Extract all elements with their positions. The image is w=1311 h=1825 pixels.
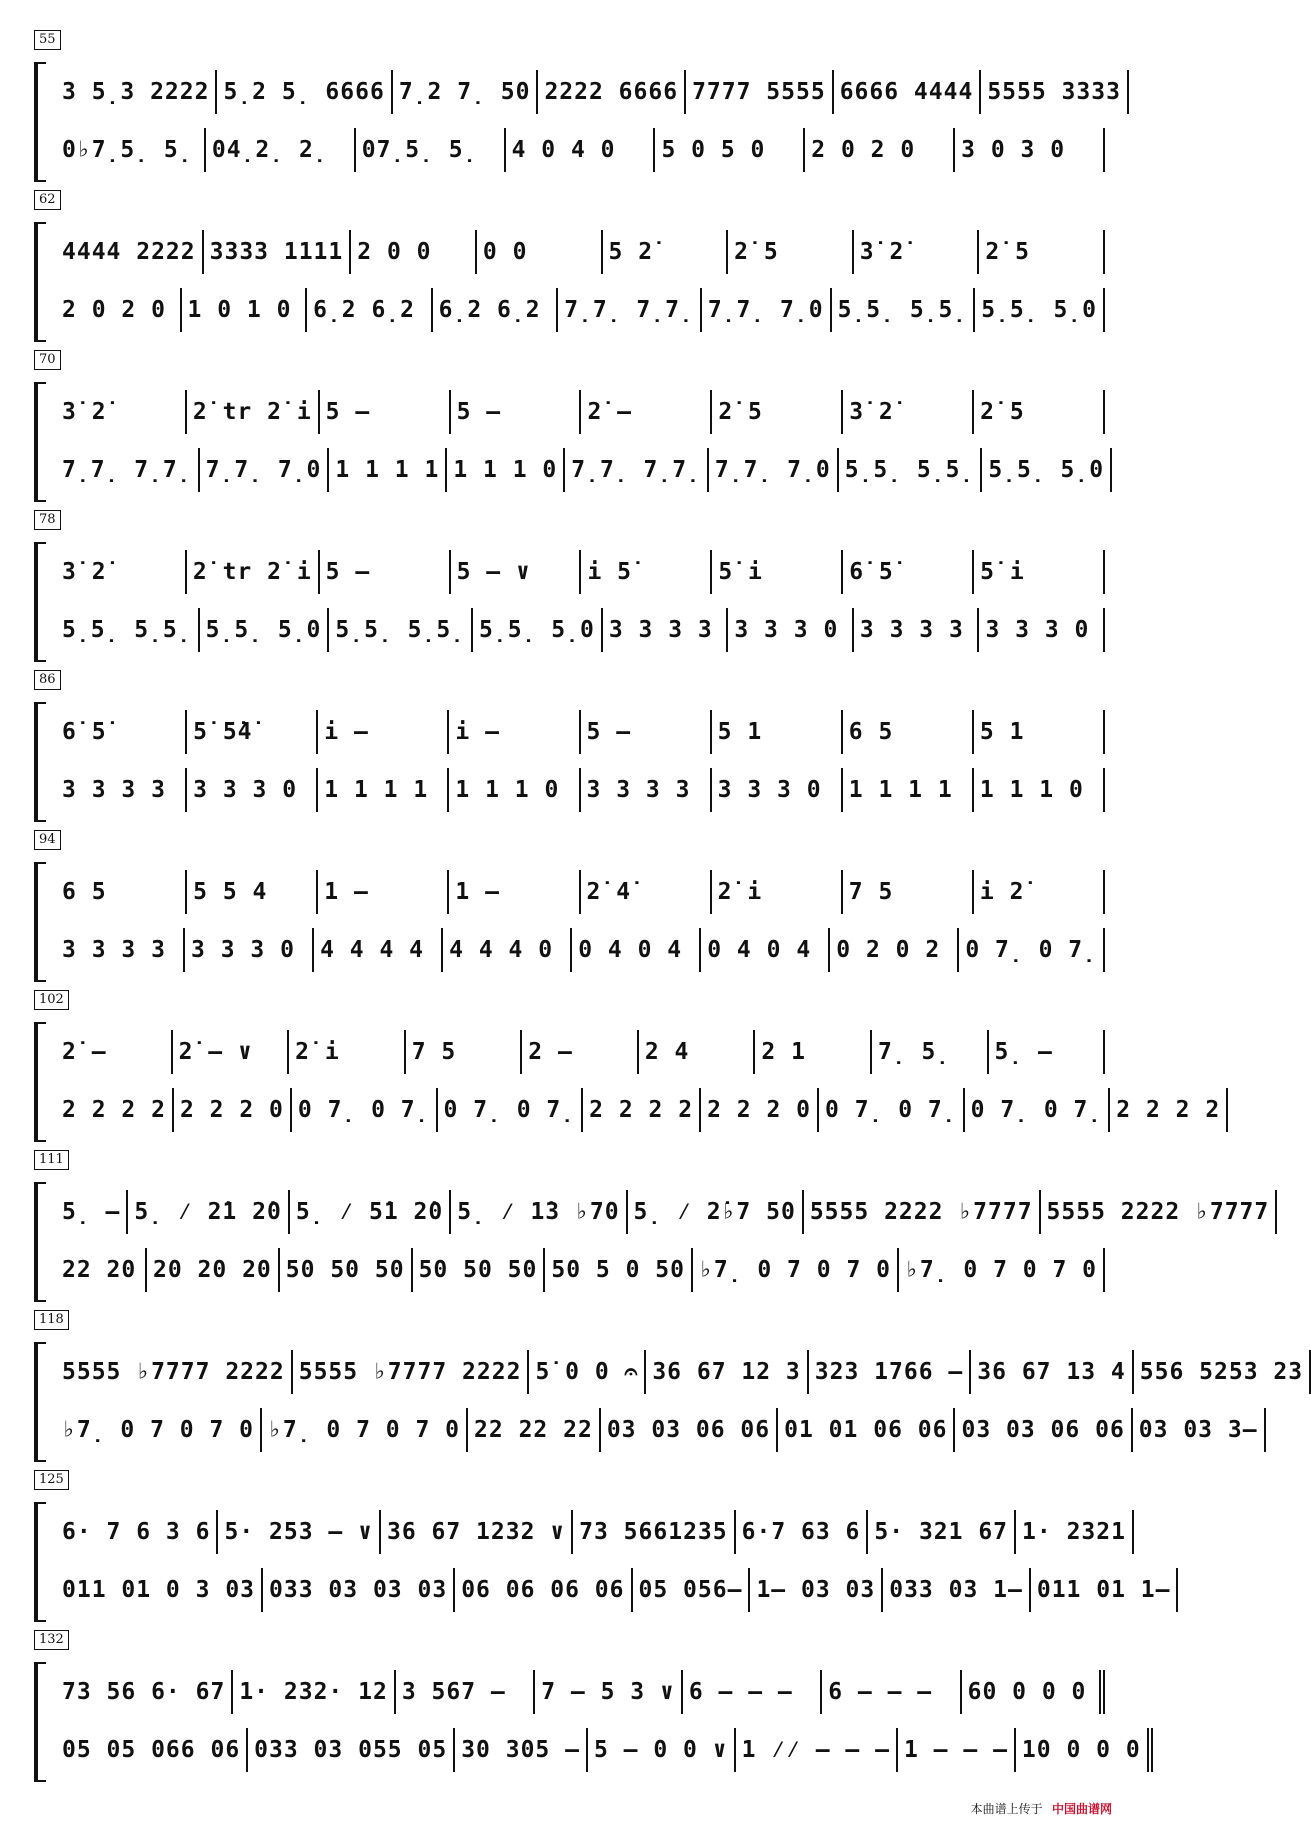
measure: 3̇ 2̇	[843, 390, 974, 434]
staff-system	[30, 1150, 1270, 1300]
upper-part	[56, 702, 1105, 762]
system-bracket	[34, 222, 46, 342]
measure: 2 2 2 2	[583, 1088, 701, 1132]
measure: 2 0 2 0	[56, 288, 182, 332]
measure: 0 4 0 4	[572, 928, 701, 972]
lower-part	[56, 1400, 1258, 1460]
measure: 3 3 3 0	[728, 608, 854, 652]
measure: 5̣5̣ 5̣0	[982, 448, 1112, 492]
lower-part	[56, 1720, 1141, 1780]
measure: 50 50 50	[413, 1248, 546, 1292]
measure: 6̣2 6̣2	[307, 288, 433, 332]
measure: 6 5	[56, 870, 187, 914]
measure: i 2̇	[974, 870, 1105, 914]
measure: 2̇ 4̇	[581, 870, 712, 914]
measure: 2 2 2 0	[701, 1088, 819, 1132]
measure: 2 2 2 2	[56, 1088, 174, 1132]
measure: 5 –	[451, 390, 582, 434]
measure: 5 –	[320, 550, 451, 594]
measure: 7777 5555	[686, 70, 834, 114]
measure: i 5̇	[581, 550, 712, 594]
measure: 3 3 3 0	[185, 928, 314, 972]
measure: 3 3 3 3	[56, 768, 187, 812]
measure-number: 55	[34, 30, 61, 50]
measure: 2̇ –	[56, 1030, 173, 1074]
measure: 5̇ 0 0 𝄐	[529, 1350, 646, 1394]
lower-part	[56, 920, 1105, 980]
measure: 7̣7̣ 7̣0	[709, 448, 839, 492]
upload-note: 本曲谱上传于	[970, 1802, 1043, 1816]
measure: 7̣7̣ 7̣7̣	[558, 288, 702, 332]
measure: 4 0 4 0	[506, 128, 656, 172]
measure: 5 1	[974, 710, 1105, 754]
measure-number: 62	[34, 190, 61, 210]
measure: 5̣5̣ 5̣5̣	[329, 608, 473, 652]
measure: 36 67 1232 ∨	[381, 1510, 573, 1554]
measure: 6666 4444	[834, 70, 982, 114]
measure: 2̇ 5	[979, 230, 1105, 274]
measure: 22 20	[56, 1248, 147, 1292]
measure: 7̣7̣ 7̣0	[200, 448, 330, 492]
measure: 36 67 13 4	[971, 1350, 1133, 1394]
staff-system	[30, 350, 1105, 500]
measure: 03 03 06 06	[955, 1408, 1132, 1452]
measure: 0 7̣ 0 7̣	[292, 1088, 438, 1132]
staff-system	[30, 830, 1105, 980]
measure: 6̇ 5̇	[56, 710, 187, 754]
measure: ♭7̣ 0 7 0 7 0	[262, 1408, 468, 1452]
measure: 30 305 –	[455, 1728, 588, 1772]
measure: 7 5	[843, 870, 974, 914]
measure: 1 1 1 0	[447, 448, 565, 492]
measure: 5̣5̣ 5̣5̣	[832, 288, 976, 332]
measure: 5̣5̣ 5̣5̣	[56, 608, 200, 652]
measure: 5̣ ⁄ 2̇1 2̇0	[128, 1190, 289, 1234]
measure: 6 – – –	[683, 1670, 822, 1714]
measure: 2̇ tr 2̇ i	[187, 390, 320, 434]
measure: 60 0 0 0	[962, 1670, 1105, 1714]
measure: 5̣5̣ 5̣0	[975, 288, 1105, 332]
measure: 1 –	[318, 870, 449, 914]
system-bracket	[34, 1022, 46, 1142]
measure: 05 05 066 06	[56, 1728, 248, 1772]
measure: 1 0 1 0	[182, 288, 308, 332]
measure: 5̣ –	[989, 1030, 1106, 1074]
measure: 7 5	[406, 1030, 523, 1074]
measure: 0 2 0 2	[830, 928, 959, 972]
measure: 2 2 2 2	[1110, 1088, 1228, 1132]
upper-part	[56, 382, 1105, 442]
measure: 5 – 0 0 ∨	[588, 1728, 736, 1772]
staff-system	[30, 1630, 1141, 1780]
lower-part	[56, 1080, 1221, 1140]
staff-system	[30, 670, 1105, 820]
measure: 3 3 3 3	[603, 608, 729, 652]
measure: 7̣ 5̣	[872, 1030, 989, 1074]
measure: 2̇ i	[712, 870, 843, 914]
measure: 1 – – –	[898, 1728, 1016, 1772]
measure: 2222 6666	[538, 70, 686, 114]
measure: 03 03 3–	[1133, 1408, 1266, 1452]
measure: 033 03 1–	[883, 1568, 1031, 1612]
system-bracket	[34, 1502, 46, 1622]
lower-part	[56, 600, 1105, 660]
measure: 4444 2222	[56, 230, 204, 274]
measure: 6 5	[843, 710, 974, 754]
upper-part	[56, 62, 1121, 122]
lower-part	[56, 1560, 1171, 1620]
system-bracket	[34, 542, 46, 662]
measure: 6 – – –	[822, 1670, 961, 1714]
measure: 1– 03 03	[750, 1568, 883, 1612]
measure: 033 03 03 03	[263, 1568, 455, 1612]
measure: 2 0 2 0	[805, 128, 955, 172]
measure-number: 132	[34, 1630, 69, 1650]
measure: ♭7̣ 0 7 0 7 0	[693, 1248, 899, 1292]
measure: 2 –	[522, 1030, 639, 1074]
measure: 556 5253 23	[1134, 1350, 1311, 1394]
measure-number: 102	[34, 990, 69, 1010]
measure: 1· 2321	[1016, 1510, 1134, 1554]
measure: 7 – 5 3 ∨	[535, 1670, 683, 1714]
measure: 2̇ – ∨	[173, 1030, 290, 1074]
upper-part	[56, 1662, 1105, 1722]
measure: 5555 2222 ♭7777	[1041, 1190, 1278, 1234]
measure: 5555 2222 ♭7777	[804, 1190, 1041, 1234]
measure: 3 3 3 0	[979, 608, 1105, 652]
measure: 5· 253 – ∨	[218, 1510, 380, 1554]
measure: 1 1 1 1	[329, 448, 447, 492]
system-bracket	[34, 1342, 46, 1462]
upper-part	[56, 1342, 1304, 1402]
measure: 5555 ♭7777 2222	[293, 1350, 530, 1394]
measure: 06 06 06 06	[455, 1568, 632, 1612]
measure: 05 056–	[633, 1568, 751, 1612]
measure: 3333 1111	[204, 230, 352, 274]
measure: 323 1766 –	[809, 1350, 971, 1394]
measure-number: 111	[34, 1150, 69, 1170]
measure: 5̣5̣ 5̣0	[473, 608, 603, 652]
system-bracket	[34, 702, 46, 822]
measure: 2 4	[639, 1030, 756, 1074]
measure: 5· 321 67	[868, 1510, 1016, 1554]
measure: 3 3 3 0	[187, 768, 318, 812]
lower-part	[56, 760, 1105, 820]
measure: 5̇ i	[974, 550, 1105, 594]
measure: i –	[449, 710, 580, 754]
upper-part	[56, 862, 1105, 922]
measure: 6̣2 6̣2	[433, 288, 559, 332]
lower-part	[56, 440, 1105, 500]
measure: 5 –	[581, 710, 712, 754]
measure: 2̇ 5	[712, 390, 843, 434]
measure: 5555 3333	[981, 70, 1129, 114]
measure: 0 4 0 4	[701, 928, 830, 972]
measure: 2̇ tr 2̇ i	[187, 550, 320, 594]
lower-part	[56, 1240, 1105, 1300]
upper-part	[56, 1182, 1270, 1242]
measure: 5̣5̣ 5̣5̣	[839, 448, 983, 492]
measure: 1 1 1 1	[843, 768, 974, 812]
measure: 2̇ 5	[974, 390, 1105, 434]
measure-number: 125	[34, 1470, 69, 1490]
lower-part	[56, 120, 1105, 180]
measure: 033 03 055 05	[248, 1728, 455, 1772]
measure: 3 5̣3 2222	[56, 70, 217, 114]
measure: 7̣7̣ 7̣0	[702, 288, 832, 332]
measure: 73 5661235	[573, 1510, 735, 1554]
measure: 3̇ 2̇	[56, 390, 187, 434]
measure: 5̇ 5̇4̇	[187, 710, 318, 754]
measure: 5 –	[320, 390, 451, 434]
staff-system	[30, 1470, 1171, 1620]
measure-number: 118	[34, 1310, 69, 1330]
measure: 1 1 1 0	[974, 768, 1105, 812]
measure: 5 2̇	[603, 230, 729, 274]
measure-number: 86	[34, 670, 61, 690]
measure: 50 5 0 50	[545, 1248, 693, 1292]
measure: 0 7̣ 0 7̣	[819, 1088, 965, 1132]
measure: 03 03 06 06	[601, 1408, 778, 1452]
measure: 1 1 1 1	[318, 768, 449, 812]
measure: 01 01 06 06	[778, 1408, 955, 1452]
measure: 5 0 5 0	[655, 128, 805, 172]
upper-part	[56, 222, 1105, 282]
measure: ♭7̣ 0 7 0 7 0	[899, 1248, 1105, 1292]
measure: 5̣ –	[56, 1190, 128, 1234]
measure: 5̣ ⁄ 5̇1 2̇0	[290, 1190, 451, 1234]
staff-system	[30, 30, 1121, 180]
site-logo[interactable]: 中国曲谱网	[1051, 1802, 1112, 1816]
system-bracket	[34, 62, 46, 182]
measure: 2̇ –	[581, 390, 712, 434]
measure: 6̇ 5̇	[843, 550, 974, 594]
measure: 3 3 3 0	[712, 768, 843, 812]
measure: 5̣2 5̣ 6666	[217, 70, 392, 114]
staff-system	[30, 990, 1221, 1140]
measure: 5 – ∨	[451, 550, 582, 594]
measure: 04̣2̣ 2̣	[206, 128, 356, 172]
measure: 6·7 63 6	[736, 1510, 869, 1554]
measure: 3 3 3 3	[581, 768, 712, 812]
measure: 4 4 4 4	[314, 928, 443, 972]
measure: 2 1	[755, 1030, 872, 1074]
measure: 3 0 3 0	[955, 128, 1105, 172]
upper-part	[56, 542, 1105, 602]
measure: 011 01 0 3 03	[56, 1568, 263, 1612]
footer	[971, 1800, 1112, 1817]
measure: i –	[318, 710, 449, 754]
measure: 0 7̣ 0 7̣	[965, 1088, 1111, 1132]
measure: 10 0 0 0	[1016, 1728, 1153, 1772]
upper-part	[56, 1502, 1126, 1562]
measure: 4 4 4 0	[443, 928, 572, 972]
measure: 5̣5̣ 5̣0	[200, 608, 330, 652]
measure: 1 ⁄⁄ – – –	[736, 1728, 898, 1772]
measure: 73 56 6· 67	[56, 1670, 233, 1714]
measure: 5 1	[712, 710, 843, 754]
measure: 07̣5̣ 5̣	[356, 128, 506, 172]
measure: 1· 232· 12	[233, 1670, 395, 1714]
measure: 5̣ ⁄ 1̇3 ♭70	[451, 1190, 627, 1234]
measure: 2̇ i	[289, 1030, 406, 1074]
measure-number: 70	[34, 350, 61, 370]
measure: 5 5 4	[187, 870, 318, 914]
measure: 1 1 1 0	[449, 768, 580, 812]
measure: 1 –	[449, 870, 580, 914]
system-bracket	[34, 382, 46, 502]
staff-system	[30, 1310, 1304, 1460]
measure: 2̇ 5	[728, 230, 854, 274]
measure: 3̇ 2̇	[56, 550, 187, 594]
measure: 5̇ i	[712, 550, 843, 594]
measure: 0 7̣ 0 7̣	[438, 1088, 584, 1132]
upper-part	[56, 1022, 1105, 1082]
system-bracket	[34, 1662, 46, 1782]
staff-system	[30, 190, 1105, 340]
measure: 20 20 20	[147, 1248, 280, 1292]
measure: 36 67 12 3	[646, 1350, 808, 1394]
measure: 3̇ 2̇	[854, 230, 980, 274]
staff-system	[30, 510, 1105, 660]
measure: 22 22 22	[468, 1408, 601, 1452]
measure: 011 01 1–	[1031, 1568, 1179, 1612]
measure: 7̣7̣ 7̣7̣	[56, 448, 200, 492]
measure: 0 7̣ 0 7̣	[959, 928, 1105, 972]
measure: 6· 7 6 3 6	[56, 1510, 218, 1554]
measure: 7̣7̣ 7̣7̣	[565, 448, 709, 492]
measure-number: 78	[34, 510, 61, 530]
measure: 7̣2 7̣ 50	[393, 70, 539, 114]
measure: ♭7̣ 0 7 0 7 0	[56, 1408, 262, 1452]
measure: 0 0	[477, 230, 603, 274]
measure: 2 0 0	[351, 230, 477, 274]
measure: 3 3 3 3	[854, 608, 980, 652]
lower-part	[56, 280, 1105, 340]
system-bracket	[34, 1182, 46, 1302]
measure-number: 94	[34, 830, 61, 850]
measure: 50 50 50	[280, 1248, 413, 1292]
measure: 2 2 2 0	[174, 1088, 292, 1132]
measure: 5555 ♭7777 2222	[56, 1350, 293, 1394]
measure: 0♭7̣5̣ 5̣	[56, 128, 206, 172]
system-bracket	[34, 862, 46, 982]
measure: 3 567 –	[396, 1670, 535, 1714]
measure: 5̣ ⁄ 2̇♭7 50	[628, 1190, 804, 1234]
measure: 3 3 3 3	[56, 928, 185, 972]
